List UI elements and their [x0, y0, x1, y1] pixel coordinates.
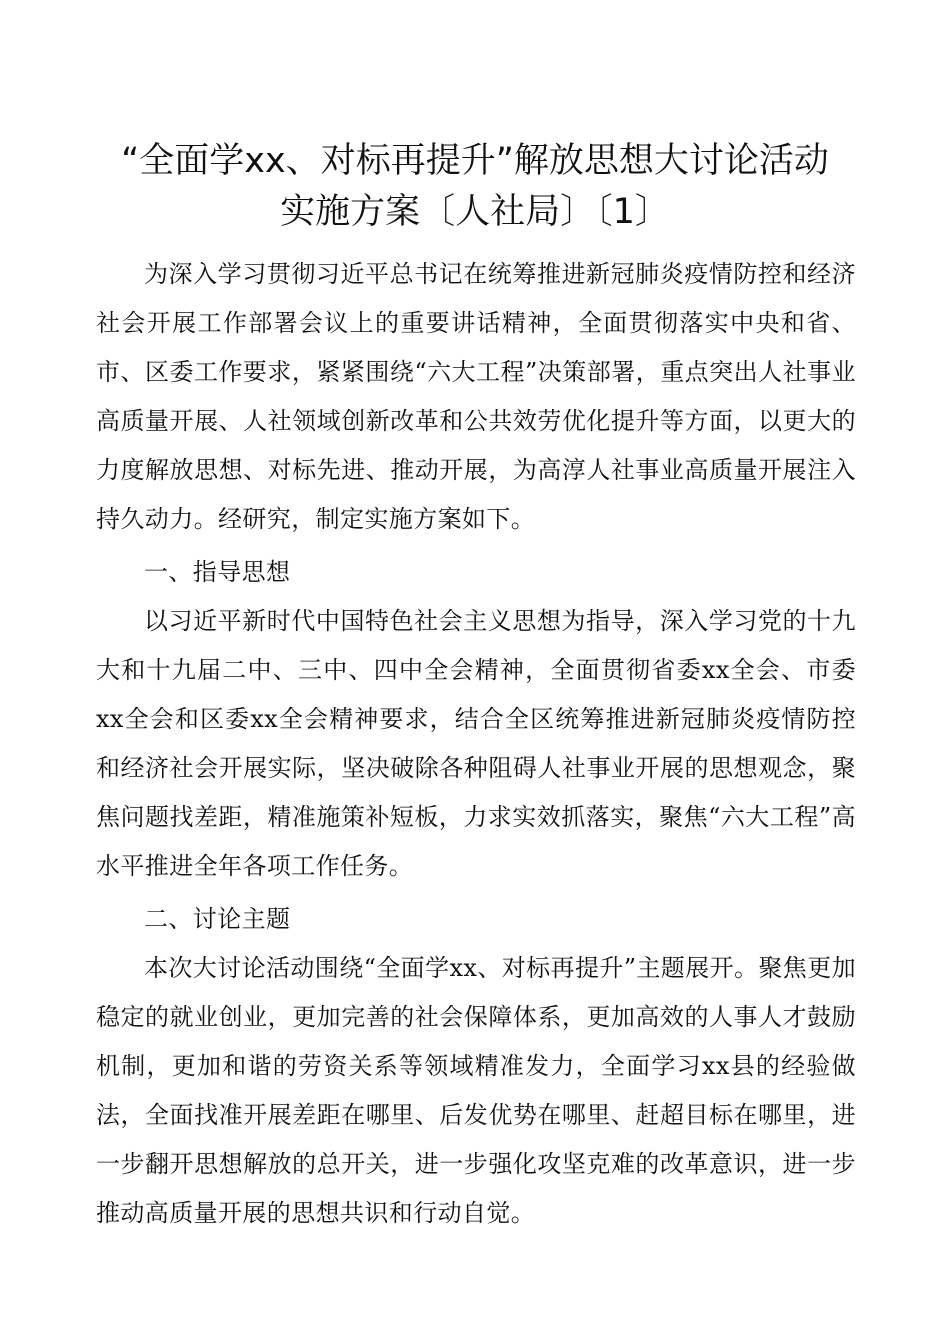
- section-1-heading-block: [96, 548, 856, 597]
- intro-paragraph: 为深入学习贯彻习近平总书记在统筹推进新冠肺炎疫情防控和经济社会开展工作部署会议上的重要讲话精神，全面贯彻落实中央和省、市、区委工作要求，紧紧围绕“六大工程”决策部署，重点突出人社事业高质量开展、人社领域创新改革和公共效劳优化提升等方面，以更大的力度解放思想、对标先进、推动开展，为高淳人社事业高质量开展注入持久动力。经研究，制定实施方案如下。: [96, 260, 856, 533]
- section-1-paragraph-block: [96, 597, 856, 891]
- section-1-paragraph: 以习近平新时代中国特色社会主义思想为指导，深入学习党的十九大和十九届二中、三中、四中全会精神，全面贯彻省委xx全会、市委xx全会和区委xx全会精神要求，结合全区统筹推进新冠肺炎疫情防控和经济社会开展实际，坚决破除各种阻碍人社事业开展的思想观念，聚焦问题找差距，精准施策补短板，力求实效抓落实，聚焦“六大工程”高水平推进全年各项工作任务。: [96, 607, 856, 880]
- intro-paragraph-block: [96, 250, 856, 544]
- section-2-heading: 二、讨论主题: [144, 905, 291, 933]
- section-1-heading: 一、指导思想: [144, 558, 291, 586]
- document-title-line-2: 实施方案〔人社局〕〔1〕: [280, 192, 670, 232]
- document-title-line-1: “全面学xx、对标再提升”解放思想大讨论活动: [121, 141, 829, 181]
- section-2-paragraph: 本次大讨论活动围绕“全面学xx、对标再提升”主题展开。聚焦更加稳定的就业创业，更加完善的社会保障体系，更加高效的人事人才鼓励机制，更加和谐的劳资关系等领域精准发力，全面学习xx县的经验做法，全面找准开展差距在哪里、后发优势在哪里、赶超目标在哪里，进一步翻开思想解放的总开关，进一步强化攻坚克难的改革意识，进一步推动高质量开展的思想共识和行动自觉。: [96, 954, 857, 1227]
- section-2-paragraph-block: [96, 944, 856, 1238]
- section-2-heading-block: [96, 895, 856, 944]
